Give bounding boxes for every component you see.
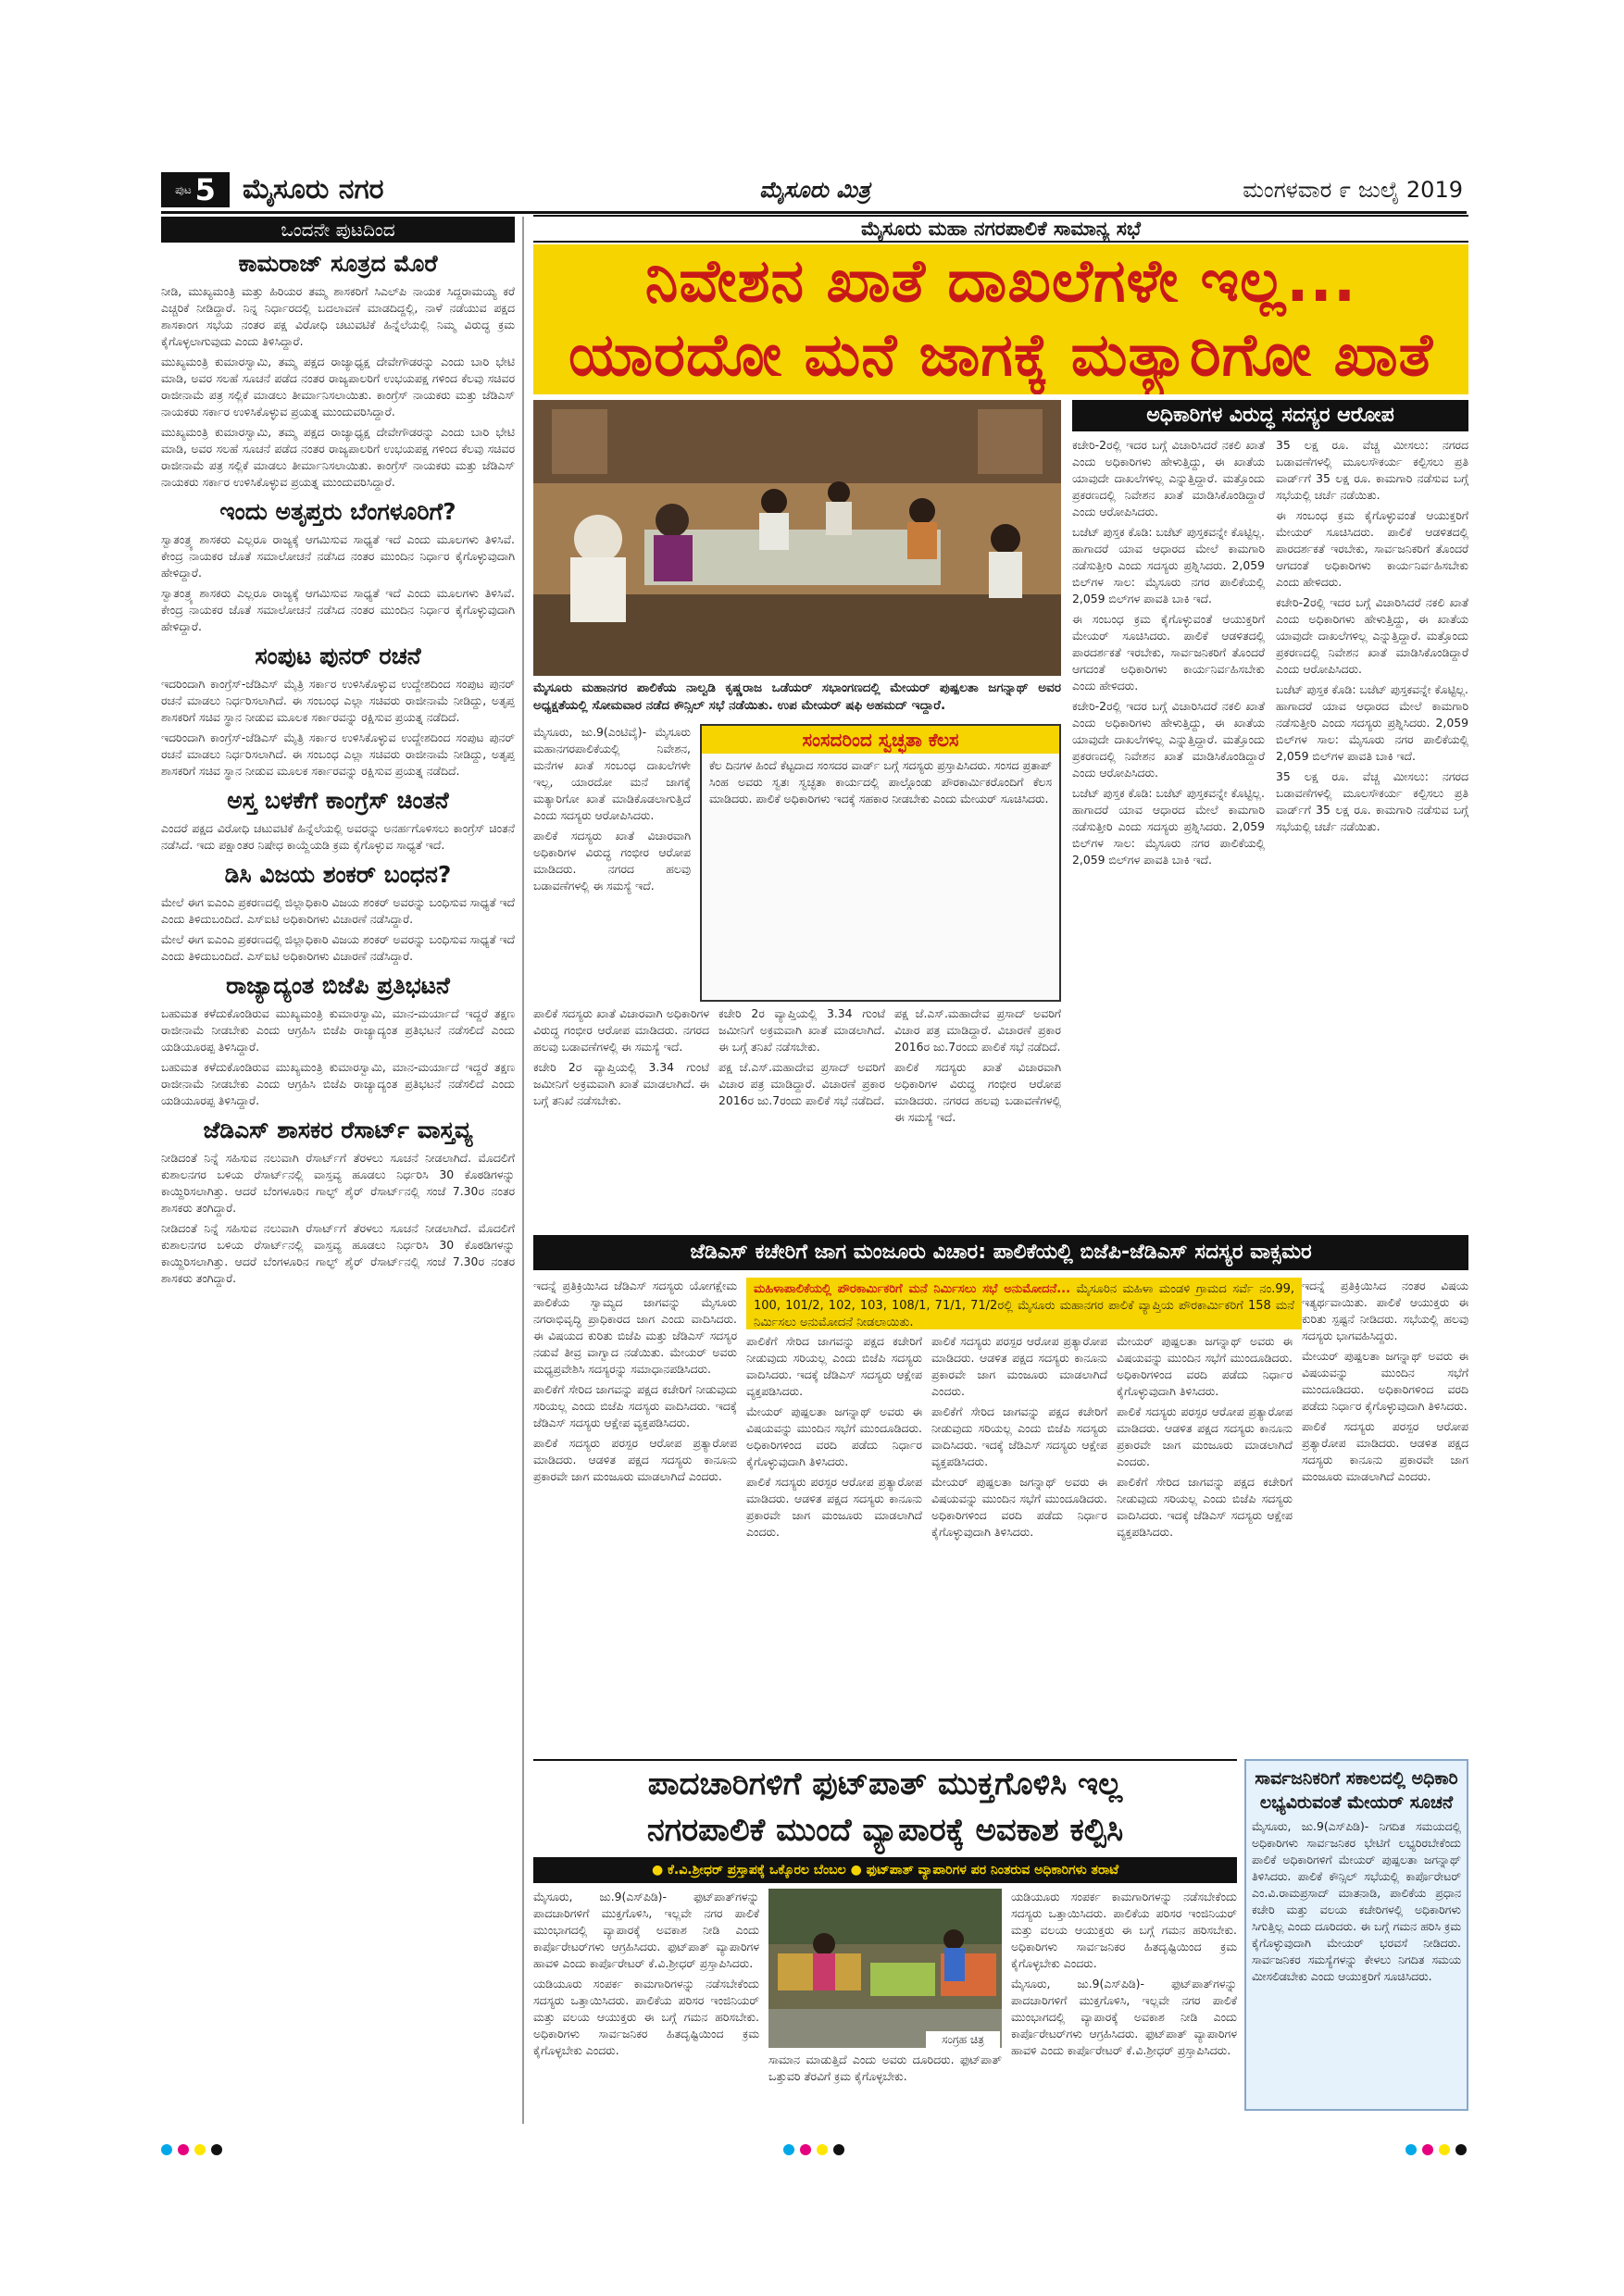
story-paragraph: ಬಹುಮತ ಕಳೆದುಕೊಂಡಿರುವ ಮುಖ್ಯಮಂತ್ರಿ ಕುಮಾರಸ್ವಾಮಿ, ಮಾನ-ಮರ್ಯಾದೆ ಇದ್ದರೆ ತಕ್ಷಣ ರಾಜೀನಾಮೆ ನೀಡಬೇಕು ಎಂದು ಆಗ್ರಹಿಸಿ ಬಿಜೆಪಿ ರಾಜ್ಯಾದ್ಯಂತ ಪ್ರತಿಭಟನೆ ನಡೆಸಲಿದೆ ಎಂದು ಯಡಿಯೂರಪ್ಪ ತಿಳಿಸಿದ್ದಾರೆ. xyxy=(161,1006,515,1054)
story-paragraph: ಕಚೇರಿ 2ರ ವ್ಯಾಪ್ತಿಯಲ್ಲಿ 3.34 ಗುಂಟೆ ಜಮೀನಿಗೆ ಅಕ್ರಮವಾಗಿ ಖಾತೆ ಮಾಡಲಾಗಿದೆ. ಈ ಬಗ್ಗೆ ತನಿಖೆ ನಡೆಸಬೇಕು. xyxy=(718,1006,885,1054)
lead-story-column xyxy=(533,724,691,1002)
footpath-headline xyxy=(533,1759,1237,1855)
story-paragraph: ಇದನ್ನೆ ಪ್ರತಿಕ್ರಿಯಿಸಿದ ನಂತರ ವಿಷಯ ಇತ್ಯರ್ಥವಾಯಿತು. ಪಾಲಿಕೆ ಆಯುಕ್ತರು ಈ ಕುರಿತು ಸ್ಪಷ್ಟನೆ ನೀಡಿದರು. ಸಭೆಯಲ್ಲಿ ಹಲವು ಸದಸ್ಯರು ಭಾಗವಹಿಸಿದ್ದರು. xyxy=(1302,1279,1468,1342)
photo-credit: ಸಂಗ್ರಹ ಚಿತ್ರ xyxy=(926,2031,1000,2048)
continued-strip: ಒಂದನೇ ಪುಟದಿಂದ xyxy=(161,217,515,243)
subbox-lead: ಮಹಿಳಾಪಾಲಿಕೆಯಲ್ಲಿ ಪೌರಕಾರ್ಮಿಕರಿಗೆ ಮನೆ ನಿರ್ಮಿಸಲು ಸಭೆ ಅನುಮೋದನೆ... xyxy=(754,1282,1071,1296)
story-paragraph: ಸಾಮಾನ ಮಾಡುತ್ತಿದೆ ಎಂದು ಅವರು ದೂರಿದರು. ಫುಟ್‌ಪಾತ್ ಒತ್ತುವರಿ ತೆರವಿಗೆ ಕ್ರಮ ಕೈಗೊಳ್ಳಬೇಕು. xyxy=(768,2053,1002,2083)
story-paragraph: ಬಜೆಟ್ ಪುಸ್ತಕ ಕೊಡಿ: ಬಜೆಟ್ ಪುಸ್ತಕವನ್ನೇ ಕೊಟ್ಟಿಲ್ಲ. ಹಾಗಾದರೆ ಯಾವ ಆಧಾರದ ಮೇಲೆ ಕಾಮಗಾರಿ ನಡೆಸುತ್ತೀರಿ ಎಂದು ಸದಸ್ಯರು ಪ್ರಶ್ನಿಸಿದರು. 2,059 ಬಿಲ್‌ಗಳ ಸಾಲ: ಮೈಸೂರು ನಗರ ಪಾಲಿಕೆಯಲ್ಲಿ 2,059 ಬಿಲ್‌ಗಳ ಪಾವತಿ ಬಾಕಿ ಇದೆ. xyxy=(1276,682,1468,763)
registration-dots-center xyxy=(783,2144,844,2163)
jds-office-story-banner: ಜೆಡಿಎಸ್ ಕಚೇರಿಗೆ ಜಾಗ ಮಂಜೂರು ವಿಚಾರ: ಪಾಲಿಕೆಯಲ್ಲಿ ಬಿಜೆಪಿ-ಜೆಡಿಎಸ್ ಸದಸ್ಯರ ವಾಕ್ಸಮರ xyxy=(533,1235,1468,1270)
story-paragraph: ಪಾಲಿಕೆಗೆ ಸೇರಿದ ಜಾಗವನ್ನು ಪಕ್ಷದ ಕಚೇರಿಗೆ ನೀಡುವುದು ಸರಿಯಲ್ಲ ಎಂದು ಬಿಜೆಪಿ ಸದಸ್ಯರು ವಾದಿಸಿದರು. ಇದಕ್ಕೆ ಜೆಡಿಎಸ್ ಸದಸ್ಯರು ಆಕ್ಷೇಪ ವ್ಯಕ್ತಪಡಿಸಿದರು. xyxy=(533,1382,737,1429)
lead-story-column xyxy=(894,1005,1061,1231)
story-heading: ಜೆಡಿಎಸ್ ಶಾಸಕರ ರೆಸಾರ್ಟ್ ವಾಸ್ತವ್ಯ xyxy=(203,1117,473,1143)
story-paragraph: ಪಾಲಿಕೆ ಸದಸ್ಯರು ಪರಸ್ಪರ ಆರೋಪ ಪ್ರತ್ಯಾರೋಪ ಮಾಡಿದರು. ಆಡಳಿತ ಪಕ್ಷದ ಸದಸ್ಯರು ಕಾನೂನು ಪ್ರಕಾರವೇ ಜಾಗ ಮಂಜೂರು ಮಾಡಲಾಗಿದೆ ಎಂದರು. xyxy=(931,1334,1107,1398)
story-paragraph: ಕಚೇರಿ-2ರಲ್ಲಿ ಇದರ ಬಗ್ಗೆ ವಿಚಾರಿಸಿದರೆ ನಕಲಿ ಖಾತೆ ಎಂದು ಅಧಿಕಾರಿಗಳು ಹೇಳುತ್ತಿದ್ದು, ಈ ಖಾತೆಯ ಯಾವುದೇ ದಾಖಲೆಗಳಿಲ್ಲ ಎನ್ನುತ್ತಿದ್ದಾರೆ. ಮತ್ತೊಂದು ಪ್ರಕರಣದಲ್ಲಿ ನಿವೇಶನ ಖಾತೆ ಮಾಡಿಸಿಕೊಂಡಿದ್ದಾರೆ ಎಂದು ಆರೋಪಿಸಿದರು. xyxy=(1072,438,1265,518)
story-paragraph: ಕಚೇರಿ-2ರಲ್ಲಿ ಇದರ ಬಗ್ಗೆ ವಿಚಾರಿಸಿದರೆ ನಕಲಿ ಖಾತೆ ಎಂದು ಅಧಿಕಾರಿಗಳು ಹೇಳುತ್ತಿದ್ದು, ಈ ಖಾತೆಯ ಯಾವುದೇ ದಾಖಲೆಗಳಿಲ್ಲ ಎನ್ನುತ್ತಿದ್ದಾರೆ. ಮತ್ತೊಂದು ಪ್ರಕರಣದಲ್ಲಿ ನಿವೇಶನ ಖಾತೆ ಮಾಡಿಸಿಕೊಂಡಿದ್ದಾರೆ ಎಂದು ಆರೋಪಿಸಿದರು. xyxy=(1072,699,1265,780)
lead-headline xyxy=(533,244,1468,394)
story-paragraph: ಸ್ವಾತಂತ್ರ್ಯ ಶಾಸಕರು ಎಲ್ಲರೂ ರಾಜ್ಯಕ್ಕೆ ಆಗಮಿಸುವ ಸಾಧ್ಯತೆ ಇದೆ ಎಂದು ಮೂಲಗಳು ತಿಳಿಸಿವೆ. ಕೇಂದ್ರ ನಾಯಕರ ಜೊತೆ ಸಮಾಲೋಚನೆ ನಡೆಸಿದ ನಂತರ ಮುಂದಿನ ನಿರ್ಧಾರ ಕೈಗೊಳ್ಳುವುದಾಗಿ ಹೇಳಿದ್ದಾರೆ. xyxy=(161,532,515,580)
story-paragraph: ಮುಖ್ಯಮಂತ್ರಿ ಕುಮಾರಸ್ವಾಮಿ, ತಮ್ಮ ಪಕ್ಷದ ರಾಜ್ಯಾಧ್ಯಕ್ಷ ದೇವೇಗೌಡರನ್ನು ಎಂದು ಬಾರಿ ಭೇಟಿ ಮಾಡಿ, ಅವರ ಸಲಹೆ ಸೂಚನೆ ಪಡೆದ ನಂತರ ರಾಜ್ಯಪಾಲರಿಗೆ ಉಭಯಪಕ್ಷ ಗಳಿಂದ ಕೆಲವು ಸಚಿವರ ರಾಜೀನಾಮೆ ಪತ್ರ ಸಲ್ಲಿಕೆ ಮಾಡಲು ತೀರ್ಮಾನಿಸಲಾಯಿತು. ಕಾಂಗ್ರೆಸ್ ನಾಯಕರು ಮತ್ತು ಜೆಡಿಎಸ್ ನಾಯಕರು ಸರ್ಕಾರ ಉಳಿಸಿಕೊಳ್ಳುವ ಪ್ರಯತ್ನ ಮುಂದುವರಿಸಿದ್ದಾರೆ. xyxy=(161,355,515,418)
story-paragraph: ಕಚೇರಿ 2ರ ವ್ಯಾಪ್ತಿಯಲ್ಲಿ 3.34 ಗುಂಟೆ ಜಮೀನಿಗೆ ಅಕ್ರಮವಾಗಿ ಖಾತೆ ಮಾಡಲಾಗಿದೆ. ಈ ಬಗ್ಗೆ ತನಿಖೆ ನಡೆಸಬೇಕು. xyxy=(533,1060,709,1107)
story-heading: ಅಸ್ತ ಬಳಕೆಗೆ ಕಾಂಗ್ರೆಸ್ ಚಿಂತನೆ xyxy=(227,787,449,814)
street-vendors-photo xyxy=(768,1889,1002,2048)
story-paragraph: ಪಕ್ಷ ಜೆ.ಎಸ್.ಮಹಾದೇವ ಪ್ರಸಾದ್ ಅವರಿಗೆ ವಿಚಾರ ಪತ್ರ ಮಾಡಿದ್ದಾರೆ. ವಿಚಾರಣೆ ಪ್ರಕಾರ 2016ರ ಜು.7ರಂದು ಪಾಲಿಕೆ ಸಭೆ ನಡೆದಿದೆ. xyxy=(718,1060,885,1107)
footpath-story-column xyxy=(768,2052,1002,2111)
side-story-banner: ಅಧಿಕಾರಿಗಳ ವಿರುದ್ಧ ಸದಸ್ಯರ ಆರೋಪ xyxy=(1072,400,1468,431)
housing-approval-box xyxy=(746,1278,1302,1329)
inset-heading: ಸಂಸದರಿಂದ ಸ್ವಚ್ಛತಾ ಕೆಲಸ xyxy=(702,726,1059,754)
story-paragraph: ಮೇಯರ್ ಪುಷ್ಪಲತಾ ಜಗನ್ನಾಥ್ ಅವರು ಈ ವಿಷಯವನ್ನು ಮುಂದಿನ ಸಭೆಗೆ ಮುಂದೂಡಿದರು. ಅಧಿಕಾರಿಗಳಿಂದ ವರದಿ ಪಡೆದು ನಿರ್ಧಾರ ಕೈಗೊಳ್ಳುವುದಾಗಿ ತಿಳಿಸಿದರು. xyxy=(1117,1334,1293,1398)
black-dot xyxy=(1455,2144,1467,2155)
story-heading: ಸಂಪುಟ ಪುನರ್ ರಚನೆ xyxy=(255,643,421,669)
story-paragraph: ನೀಡಿ, ಮುಖ್ಯಮಂತ್ರಿ ಮತ್ತು ಹಿರಿಯರ ತಮ್ಮ ಶಾಸಕರಿಗೆ ಸಿಎಲ್‌ಪಿ ನಾಯಕ ಸಿದ್ದರಾಮಯ್ಯ ಕರೆ ಎಚ್ಚರಿಕೆ ನೀಡಿದ್ದಾರೆ. ನಿನ್ನ ನಿರ್ಧಾರದಲ್ಲಿ ಬದಲಾವಣೆ ಮಾಡದಿದ್ದಲ್ಲಿ, ನಾಳೆ ನಡೆಯುವ ಪಕ್ಷದ ಶಾಸಕಾಂಗ ಸಭೆಯ ನಂತರ ಪಕ್ಷ ವಿರೋಧಿ ಚಟುವಟಿಕೆ ಹಿನ್ನೆಲೆಯಲ್ಲಿ ನಿಮ್ಮ ವಿರುದ್ಧ ಕ್ರಮ ಕೈಗೊಳ್ಳಲಾಗುವುದು ಎಂದು ತಿಳಿಸಿದ್ದಾರೆ. xyxy=(161,284,515,348)
story-paragraph: ಯಡಿಯೂರು ಸಂಪರ್ಕ ಕಾಮಗಾರಿಗಳನ್ನು ನಡೆಸಬೇಕೆಂದು ಸದಸ್ಯರು ಒತ್ತಾಯಿಸಿದರು. ಪಾಲಿಕೆಯ ಪರಿಸರ ಇಂಜಿನಿಯರ್ ಮತ್ತು ವಲಯ ಆಯುಕ್ತರು ಈ ಬಗ್ಗೆ ಗಮನ ಹರಿಸಬೇಕು. ಅಧಿಕಾರಿಗಳು ಸಾರ್ವಜನಿಕರ ಹಿತದೃಷ್ಟಿಯಿಂದ ಕ್ರಮ ಕೈಗೊಳ್ಳಬೇಕು ಎಂದರು. xyxy=(1011,1890,1237,1970)
second-story-column xyxy=(931,1333,1107,1750)
story-paragraph: ಮೇಲೆ ಈಗ ಐಎಂಎ ಪ್ರಕರಣದಲ್ಲಿ ಜಿಲ್ಲಾಧಿಕಾರಿ ವಿಜಯ ಶಂಕರ್ ಅವರನ್ನು ಬಂಧಿಸುವ ಸಾಧ್ಯತೆ ಇದೆ ಎಂದು ತಿಳಿದುಬಂದಿದೆ. ಎಸ್‌ಐಟಿ ಅಧಿಕಾರಿಗಳು ವಿಚಾರಣೆ ನಡೆಸಿದ್ದಾರೆ. xyxy=(161,895,515,926)
story-paragraph: ಕಚೇರಿ-2ರಲ್ಲಿ ಇದರ ಬಗ್ಗೆ ವಿಚಾರಿಸಿದರೆ ನಕಲಿ ಖಾತೆ ಎಂದು ಅಧಿಕಾರಿಗಳು ಹೇಳುತ್ತಿದ್ದು, ಈ ಖಾತೆಯ ಯಾವುದೇ ದಾಖಲೆಗಳಿಲ್ಲ ಎನ್ನುತ್ತಿದ್ದಾರೆ. ಮತ್ತೊಂದು ಪ್ರಕರಣದಲ್ಲಿ ನಿವೇಶನ ಖಾತೆ ಮಾಡಿಸಿಕೊಂಡಿದ್ದಾರೆ ಎಂದು ಆರೋಪಿಸಿದರು. xyxy=(1276,595,1468,676)
second-story-column xyxy=(533,1278,737,1750)
masthead-rule xyxy=(161,211,1467,214)
story-paragraph: ನೀಡಿದಂತೆ ನಿನ್ನೆ ಸಹಿಸುವ ನಲುವಾಗಿ ರೆಸಾರ್ಟ್‌ಗೆ ತೆರಳಲು ಸೂಚನೆ ನೀಡಲಾಗಿದೆ. ಮೊದಲಿಗೆ ಕುಶಾಲನಗರ ಬಳಿಯ ರೆಸಾರ್ಟ್‌ನಲ್ಲಿ ವಾಸ್ತವ್ಯ ಹೂಡಲು ನಿರ್ಧರಿಸಿ 30 ಕೊಠಡಿಗಳನ್ನು ಕಾಯ್ದಿರಿಸಲಾಗಿತ್ತು. ಆದರೆ ಬೆಂಗಳೂರಿನ ಗಾಲ್ಫ್ ಶೈರ್ ರೆಸಾರ್ಟ್‌ನಲ್ಲಿ ಸಂಜೆ 7.30ರ ನಂತರ ಶಾಸಕರು ತಂಗಿದ್ದಾರೆ. xyxy=(161,1221,515,1285)
headline-line-2: ಯಾರದೋ ಮನೆ ಜಾಗಕ್ಕೆ ಮತ್ಯಾರಿಗೋ ಖಾತೆ xyxy=(568,321,1434,390)
aside-heading: ಸಾರ್ವಜನಿಕರಿಗೆ ಸಕಾಲದಲ್ಲಿ ಅಧಿಕಾರಿ ಲಭ್ಯವಿರುವಂತೆ ಮೇಯರ್ ಸೂಚನೆ xyxy=(1255,1768,1458,1813)
side-story-column-1 xyxy=(1072,437,1265,992)
issue-date: ಮಂಗಳವಾರ ೯ ಜುಲೈ 2019 xyxy=(1243,177,1463,203)
paper-logo: ಮೈಸೂರು ಮಿತ್ರ xyxy=(759,177,870,203)
story-paragraph: 35 ಲಕ್ಷ ರೂ. ವೆಚ್ಚ ಮೀಸಲು: ನಗರದ ಬಡಾವಣೆಗಳಲ್ಲಿ ಮೂಲಸೌಕರ್ಯ ಕಲ್ಪಿಸಲು ಪ್ರತಿ ವಾರ್ಡ್‌ಗೆ 35 ಲಕ್ಷ ರೂ. ಕಾಮಗಾರಿ ನಡೆಸುವ ಬಗ್ಗೆ ಸಭೆಯಲ್ಲಿ ಚರ್ಚೆ ನಡೆಯಿತು. xyxy=(1276,438,1468,502)
story-paragraph: ಮೈಸೂರು, ಜು.9(ಎಂಟಿವೈ)- ಮೈಸೂರು ಮಹಾನಗರಪಾಲಿಕೆಯಲ್ಲಿ ನಿವೇಶನ, ಮನೆಗಳ ಖಾತೆ ಸಂಬಂಧ ದಾಖಲೆಗಳೇ ಇಲ್ಲ, ಯಾರದೋ ಮನೆ ಜಾಗಕ್ಕೆ ಮತ್ಯಾರಿಗೋ ಖಾತೆ ಮಾಡಿಕೊಡಲಾಗುತ್ತಿದೆ ಎಂದು ಸದಸ್ಯರು ಆರೋಪಿಸಿದರು. xyxy=(533,725,691,822)
second-story-column xyxy=(1302,1278,1468,1750)
magenta-dot xyxy=(178,2144,189,2155)
column-rule xyxy=(522,217,524,2124)
story-paragraph: 35 ಲಕ್ಷ ರೂ. ವೆಚ್ಚ ಮೀಸಲು: ನಗರದ ಬಡಾವಣೆಗಳಲ್ಲಿ ಮೂಲಸೌಕರ್ಯ ಕಲ್ಪಿಸಲು ಪ್ರತಿ ವಾರ್ಡ್‌ಗೆ 35 ಲಕ್ಷ ರೂ. ಕಾಮಗಾರಿ ನಡೆಸುವ ಬಗ್ಗೆ ಸಭೆಯಲ್ಲಿ ಚರ್ಚೆ ನಡೆಯಿತು. xyxy=(1276,769,1468,833)
page-number-box xyxy=(161,172,230,207)
magenta-dot xyxy=(1422,2144,1433,2155)
story-paragraph: ಪಾಲಿಕೆ ಸದಸ್ಯರು ಪರಸ್ಪರ ಆರೋಪ ಪ್ರತ್ಯಾರೋಪ ಮಾಡಿದರು. ಆಡಳಿತ ಪಕ್ಷದ ಸದಸ್ಯರು ಕಾನೂನು ಪ್ರಕಾರವೇ ಜಾಗ ಮಂಜೂರು ಮಾಡಲಾಗಿದೆ ಎಂದರು. xyxy=(533,1436,737,1483)
story-heading: ಕಾಮರಾಜ್ ಸೂತ್ರದ ಮೊರೆ xyxy=(238,250,438,277)
story-paragraph: ಎಂದರೆ ಪಕ್ಷದ ವಿರೋಧಿ ಚಟುವಟಿಕೆ ಹಿನ್ನೆಲೆಯಲ್ಲಿ ಅವರನ್ನು ಅನರ್ಹಗೊಳಿಸಲು ಕಾಂಗ್ರೆಸ್ ಚಿಂತನೆ ನಡೆಸಿದೆ. ಇದು ಪಕ್ಷಾಂತರ ನಿಷೇಧ ಕಾಯ್ದೆಯಡಿ ಕ್ರಮ ಕೈಗೊಳ್ಳುವ ಸಾಧ್ಯತೆ ಇದೆ. xyxy=(161,821,515,852)
lead-story-column xyxy=(533,1005,709,1231)
story-paragraph: ಬಹುಮತ ಕಳೆದುಕೊಂಡಿರುವ ಮುಖ್ಯಮಂತ್ರಿ ಕುಮಾರಸ್ವಾಮಿ, ಮಾನ-ಮರ್ಯಾದೆ ಇದ್ದರೆ ತಕ್ಷಣ ರಾಜೀನಾಮೆ ನೀಡಬೇಕು ಎಂದು ಆಗ್ರಹಿಸಿ ಬಿಜೆಪಿ ರಾಜ್ಯಾದ್ಯಂತ ಪ್ರತಿಭಟನೆ ನಡೆಸಲಿದೆ ಎಂದು ಯಡಿಯೂರಪ್ಪ ತಿಳಿಸಿದ್ದಾರೆ. xyxy=(161,1060,515,1107)
story-paragraph: ಯಡಿಯೂರು ಸಂಪರ್ಕ ಕಾಮಗಾರಿಗಳನ್ನು ನಡೆಸಬೇಕೆಂದು ಸದಸ್ಯರು ಒತ್ತಾಯಿಸಿದರು. ಪಾಲಿಕೆಯ ಪರಿಸರ ಇಂಜಿನಿಯರ್ ಮತ್ತು ವಲಯ ಆಯುಕ್ತರು ಈ ಬಗ್ಗೆ ಗಮನ ಹರಿಸಬೇಕು. ಅಧಿಕಾರಿಗಳು ಸಾರ್ವಜನಿಕರ ಹಿತದೃಷ್ಟಿಯಿಂದ ಕ್ರಮ ಕೈಗೊಳ್ಳಬೇಕು ಎಂದರು. xyxy=(533,1977,759,2057)
story-paragraph: ಮೈಸೂರು, ಜು.9(ಎಸ್‌ಪಿಡಿ)- ಫುಟ್‌ಪಾತ್‌ಗಳನ್ನು ಪಾದಚಾರಿಗಳಿಗೆ ಮುಕ್ತಗೊಳಿಸಿ, ಇಲ್ಲವೇ ನಗರ ಪಾಲಿಕೆ ಮುಂಭಾಗದಲ್ಲಿ ವ್ಯಾಪಾರಕ್ಕೆ ಅವಕಾಶ ನೀಡಿ ಎಂದು ಕಾರ್ಪೊರೇಟರ್‌ಗಳು ಆಗ್ರಹಿಸಿದರು. ಫುಟ್‌ಪಾತ್ ವ್ಯಾಪಾರಿಗಳ ಹಾವಳಿ ಎಂದು ಕಾರ್ಪೊರೇಟರ್ ಕೆ.ವಿ.ಶ್ರೀಧರ್ ಪ್ರಸ್ತಾಪಿಸಿದರು. xyxy=(533,1890,759,1970)
subbox-body: ಮೈಸೂರಿನ ಮಹಿಳಾ ಮಂಡಳಿ ಗ್ರಾಮದ ಸರ್ವೆ ನಂ.99, 100, 101/2, 102, 103, 108/1, 71/1, 71/2ರಲ್ಲಿ ಮೈಸೂರು ಮಹಾನಗರ ಪಾಲಿಕೆ ವ್ಯಾಪ್ತಿಯ ಪೌರಕಾರ್ಮಿಕರಿಗೆ 158 ಮನೆ ನಿರ್ಮಿಸಲು ಅನುಮೋದನೆ ನೀಡಲಾಯಿತು. xyxy=(754,1282,1295,1329)
yellow-dot xyxy=(1439,2144,1450,2155)
story-paragraph: ಬಜೆಟ್ ಪುಸ್ತಕ ಕೊಡಿ: ಬಜೆಟ್ ಪುಸ್ತಕವನ್ನೇ ಕೊಟ್ಟಿಲ್ಲ. ಹಾಗಾದರೆ ಯಾವ ಆಧಾರದ ಮೇಲೆ ಕಾಮಗಾರಿ ನಡೆಸುತ್ತೀರಿ ಎಂದು ಸದಸ್ಯರು ಪ್ರಶ್ನಿಸಿದರು. 2,059 ಬಿಲ್‌ಗಳ ಸಾಲ: ಮೈಸೂರು ನಗರ ಪಾಲಿಕೆಯಲ್ಲಿ 2,059 ಬಿಲ್‌ಗಳ ಪಾವತಿ ಬಾಕಿ ಇದೆ. xyxy=(1072,786,1265,867)
story-paragraph: ಪಾಲಿಕೆ ಸದಸ್ಯರು ಪರಸ್ಪರ ಆರೋಪ ಪ್ರತ್ಯಾರೋಪ ಮಾಡಿದರು. ಆಡಳಿತ ಪಕ್ಷದ ಸದಸ್ಯರು ಕಾನೂನು ಪ್ರಕಾರವೇ ಜಾಗ ಮಂಜೂರು ಮಾಡಲಾಗಿದೆ ಎಂದರು. xyxy=(1302,1419,1468,1483)
mp-cleanliness-box xyxy=(700,724,1061,1002)
page-number: 5 xyxy=(194,172,216,207)
side-story-column-2 xyxy=(1276,437,1468,992)
second-story-column xyxy=(1117,1333,1293,1750)
council-meeting-photo-illustration xyxy=(533,400,1061,676)
cyan-dot xyxy=(1405,2144,1417,2155)
story-paragraph: ಪಾಲಿಕೆ ಸದಸ್ಯರು ಖಾತೆ ವಿಚಾರವಾಗಿ ಅಧಿಕಾರಿಗಳ ವಿರುದ್ಧ ಗಂಭೀರ ಆರೋಪ ಮಾಡಿದರು. ನಗರದ ಹಲವು ಬಡಾವಣೆಗಳಲ್ಲಿ ಈ ಸಮಸ್ಯೆ ಇದೆ. xyxy=(533,829,691,892)
black-dot xyxy=(211,2144,222,2155)
aside-body: ಮೈಸೂರು, ಜು.9(ಎಸ್‌ಪಿಡಿ)- ನಿಗದಿತ ಸಮಯದಲ್ಲಿ ಅಧಿಕಾರಿಗಳು ಸಾರ್ವಜನಿಕರ ಭೇಟಿಗೆ ಲಭ್ಯರಿರಬೇಕೆಂದು ಪಾಲಿಕೆ ಅಧಿಕಾರಿಗಳಿಗೆ ಮೇಯರ್ ಪುಷ್ಪಲತಾ ಜಗನ್ನಾಥ್ ತಿಳಿಸಿದರು. ಪಾಲಿಕೆ ಕೌನ್ಸಿಲ್ ಸಭೆಯಲ್ಲಿ ಕಾರ್ಪೊರೇಟರ್ ಎಂ.ವಿ.ರಾಮಪ್ರಸಾದ್ ಮಾತನಾಡಿ, ಪಾಲಿಕೆಯ ಪ್ರಧಾನ ಕಚೇರಿ ಮತ್ತು ವಲಯ ಕಚೇರಿಗಳಲ್ಲಿ ಅಧಿಕಾರಿಗಳು ಸಿಗುತ್ತಿಲ್ಲ ಎಂದು ದೂರಿದರು. ಈ ಬಗ್ಗೆ ಗಮನ ಹರಿಸಿ ಕ್ರಮ ಕೈಗೊಳ್ಳುವುದಾಗಿ ಮೇಯರ್ ಭರವಸೆ ನೀಡಿದರು. ಸಾರ್ವಜನಿಕರ ಸಮಸ್ಯೆಗಳನ್ನು ಕೇಳಲು ನಿಗದಿತ ಸಮಯ ಮೀಸಲಿಡಬೇಕು ಎಂದು ಆಯುಕ್ತರಿಗೆ ಸೂಚಿಸಿದರು. xyxy=(1252,1819,1461,1983)
story-heading: ಇಂದು ಅತೃಪ್ತರು ಬೆಂಗಳೂರಿಗೆ? xyxy=(219,498,456,525)
council-meeting-photo xyxy=(533,400,1061,676)
story-paragraph: ಇದನ್ನೆ ಪ್ರತಿಕ್ರಿಯಿಸಿದ ಜೆಡಿಎಸ್ ಸದಸ್ಯರು ಯೋಗಕ್ಷೇಮ ಪಾಲಿಕೆಯ ಸ್ವಾಮ್ಯದ ಜಾಗವನ್ನು ಮೈಸೂರು ನಗರಾಭಿವೃದ್ಧಿ ಪ್ರಾಧಿಕಾರದ ಜಾಗ ಎಂದು ವಾದಿಸಿದರು. ಈ ವಿಷಯದ ಕುರಿತು ಬಿಜೆಪಿ ಮತ್ತು ಜೆಡಿಎಸ್ ಸದಸ್ಯರ ನಡುವೆ ತೀವ್ರ ವಾಗ್ವಾದ ನಡೆಯಿತು. ಮೇಯರ್ ಅವರು ಮಧ್ಯಪ್ರವೇಶಿಸಿ ಸದಸ್ಯರನ್ನು ಸಮಾಧಾನಪಡಿಸಿದರು. xyxy=(533,1279,737,1376)
story-paragraph: ಮೇಲೆ ಈಗ ಐಎಂಎ ಪ್ರಕರಣದಲ್ಲಿ ಜಿಲ್ಲಾಧಿಕಾರಿ ವಿಜಯ ಶಂಕರ್ ಅವರನ್ನು ಬಂಧಿಸುವ ಸಾಧ್ಯತೆ ಇದೆ ಎಂದು ತಿಳಿದುಬಂದಿದೆ. ಎಸ್‌ಐಟಿ ಅಧಿಕಾರಿಗಳು ವಿಚಾರಣೆ ನಡೆಸಿದ್ದಾರೆ. xyxy=(161,932,515,963)
black-dot xyxy=(833,2144,844,2155)
story-paragraph: ಪಾಲಿಕೆ ಸದಸ್ಯರು ಖಾತೆ ವಿಚಾರವಾಗಿ ಅಧಿಕಾರಿಗಳ ವಿರುದ್ಧ ಗಂಭೀರ ಆರೋಪ ಮಾಡಿದರು. ನಗರದ ಹಲವು ಬಡಾವಣೆಗಳಲ್ಲಿ ಈ ಸಮಸ್ಯೆ ಇದೆ. xyxy=(533,1006,709,1054)
story-paragraph: ಮೇಯರ್ ಪುಷ್ಪಲತಾ ಜಗನ್ನಾಥ್ ಅವರು ಈ ವಿಷಯವನ್ನು ಮುಂದಿನ ಸಭೆಗೆ ಮುಂದೂಡಿದರು. ಅಧಿಕಾರಿಗಳಿಂದ ವರದಿ ಪಡೆದು ನಿರ್ಧಾರ ಕೈಗೊಳ್ಳುವುದಾಗಿ ತಿಳಿಸಿದರು. xyxy=(746,1404,922,1468)
story-heading: ಡಿಸಿ ವಿಜಯ ಶಂಕರ್ ಬಂಧನ? xyxy=(224,861,452,888)
story-paragraph: ಪಾಲಿಕೆ ಸದಸ್ಯರು ಖಾತೆ ವಿಚಾರವಾಗಿ ಅಧಿಕಾರಿಗಳ ವಿರುದ್ಧ ಗಂಭೀರ ಆರೋಪ ಮಾಡಿದರು. ನಗರದ ಹಲವು ಬಡಾವಣೆಗಳಲ್ಲಿ ಈ ಸಮಸ್ಯೆ ಇದೆ. xyxy=(894,1060,1061,1124)
second-story-column xyxy=(746,1333,922,1750)
photo-caption: ಮೈಸೂರು ಮಹಾನಗರ ಪಾಲಿಕೆಯ ನಾಲ್ವಡಿ ಕೃಷ್ಣರಾಜ ಒಡೆಯರ್ ಸಭಾಂಗಣದಲ್ಲಿ ಮೇಯರ್ ಪುಷ್ಪಲತಾ ಜಗನ್ನಾಥ್ ಅವರ ಅಧ್ಯಕ್ಷತೆಯಲ್ಲಿ ಸೋಮವಾರ ನಡೆದ ಕೌನ್ಸಿಲ್ ಸಭೆ ನಡೆಯಿತು. ಉಪ ಮೇಯರ್ ಷಫಿ ಅಹಮದ್ ಇದ್ದಾರೆ. xyxy=(533,680,1061,713)
registration-dots-right xyxy=(1405,2144,1467,2163)
story-paragraph: ಮೇಯರ್ ಪುಷ್ಪಲತಾ ಜಗನ್ನಾಥ್ ಅವರು ಈ ವಿಷಯವನ್ನು ಮುಂದಿನ ಸಭೆಗೆ ಮುಂದೂಡಿದರು. ಅಧಿಕಾರಿಗಳಿಂದ ವರದಿ ಪಡೆದು ನಿರ್ಧಾರ ಕೈಗೊಳ್ಳುವುದಾಗಿ ತಿಳಿಸಿದರು. xyxy=(931,1475,1107,1539)
cyan-dot xyxy=(783,2144,794,2155)
story-paragraph: ಮೈಸೂರು, ಜು.9(ಎಸ್‌ಪಿಡಿ)- ಫುಟ್‌ಪಾತ್‌ಗಳನ್ನು ಪಾದಚಾರಿಗಳಿಗೆ ಮುಕ್ತಗೊಳಿಸಿ, ಇಲ್ಲವೇ ನಗರ ಪಾಲಿಕೆ ಮುಂಭಾಗದಲ್ಲಿ ವ್ಯಾಪಾರಕ್ಕೆ ಅವಕಾಶ ನೀಡಿ ಎಂದು ಕಾರ್ಪೊರೇಟರ್‌ಗಳು ಆಗ್ರಹಿಸಿದರು. ಫುಟ್‌ಪಾತ್ ವ್ಯಾಪಾರಿಗಳ ಹಾವಳಿ ಎಂದು ಕಾರ್ಪೊರೇಟರ್ ಕೆ.ವಿ.ಶ್ರೀಧರ್ ಪ್ರಸ್ತಾಪಿಸಿದರು. xyxy=(1011,1977,1237,2057)
footpath-story-column xyxy=(1011,1889,1237,2111)
story-paragraph: ಇದರಿಂದಾಗಿ ಕಾಂಗ್ರೆಸ್-ಜೆಡಿಎಸ್ ಮೈತ್ರಿ ಸರ್ಕಾರ ಉಳಿಸಿಕೊಳ್ಳುವ ಉದ್ದೇಶದಿಂದ ಸಂಪುಟ ಪುನರ್ ರಚನೆ ಮಾಡಲು ನಿರ್ಧರಿಸಲಾಗಿದೆ. ಈ ಸಂಬಂಧ ಎಲ್ಲಾ ಸಚಿವರು ರಾಜೀನಾಮೆ ನೀಡಿದ್ದು, ಅತೃಪ್ತ ಶಾಸಕರಿಗೆ ಸಚಿವ ಸ್ಥಾನ ನೀಡುವ ಮೂಲಕ ಸರ್ಕಾರವನ್ನು ರಕ್ಷಿಸುವ ಪ್ರಯತ್ನ ನಡೆದಿದೆ. xyxy=(161,677,515,724)
yellow-dot xyxy=(194,2144,206,2155)
story-paragraph: ಸ್ವಾತಂತ್ರ್ಯ ಶಾಸಕರು ಎಲ್ಲರೂ ರಾಜ್ಯಕ್ಕೆ ಆಗಮಿಸುವ ಸಾಧ್ಯತೆ ಇದೆ ಎಂದು ಮೂಲಗಳು ತಿಳಿಸಿವೆ. ಕೇಂದ್ರ ನಾಯಕರ ಜೊತೆ ಸಮಾಲೋಚನೆ ನಡೆಸಿದ ನಂತರ ಮುಂದಿನ ನಿರ್ಧಾರ ಕೈಗೊಳ್ಳುವುದಾಗಿ ಹೇಳಿದ್ದಾರೆ. xyxy=(161,586,515,633)
story-paragraph: ಈ ಸಂಬಂಧ ಕ್ರಮ ಕೈಗೊಳ್ಳುವಂತೆ ಆಯುಕ್ತರಿಗೆ ಮೇಯರ್ ಸೂಚಿಸಿದರು. ಪಾಲಿಕೆ ಆಡಳಿತದಲ್ಲಿ ಪಾರದರ್ಶಕತೆ ಇರಬೇಕು, ಸಾರ್ವಜನಿಕರಿಗೆ ತೊಂದರೆ ಆಗದಂತೆ ಅಧಿಕಾರಿಗಳು ಕಾರ್ಯನಿರ್ವಹಿಸಬೇಕು ಎಂದು ಹೇಳಿದರು. xyxy=(1276,508,1468,589)
story-paragraph: ಪಾಲಿಕೆ ಸದಸ್ಯರು ಪರಸ್ಪರ ಆರೋಪ ಪ್ರತ್ಯಾರೋಪ ಮಾಡಿದರು. ಆಡಳಿತ ಪಕ್ಷದ ಸದಸ್ಯರು ಕಾನೂನು ಪ್ರಕಾರವೇ ಜಾಗ ಮಂಜೂರು ಮಾಡಲಾಗಿದೆ ಎಂದರು. xyxy=(1117,1404,1293,1468)
footpath-headline-line-1: ಪಾದಚಾರಿಗಳಿಗೆ ಫುಟ್‌ಪಾತ್ ಮುಕ್ತಗೊಳಿಸಿ ಇಲ್ಲ xyxy=(647,1766,1123,1803)
print-registration-marks xyxy=(161,2144,1467,2163)
mayor-directive-box xyxy=(1244,1759,1468,2111)
lead-kicker: ಮೈಸೂರು ಮಹಾ ನಗರಪಾಲಿಕೆ ಸಾಮಾನ್ಯ ಸಭೆ xyxy=(533,215,1468,243)
magenta-dot xyxy=(800,2144,811,2155)
story-paragraph: ಇದರಿಂದಾಗಿ ಕಾಂಗ್ರೆಸ್-ಜೆಡಿಎಸ್ ಮೈತ್ರಿ ಸರ್ಕಾರ ಉಳಿಸಿಕೊಳ್ಳುವ ಉದ್ದೇಶದಿಂದ ಸಂಪುಟ ಪುನರ್ ರಚನೆ ಮಾಡಲು ನಿರ್ಧರಿಸಲಾಗಿದೆ. ಈ ಸಂಬಂಧ ಎಲ್ಲಾ ಸಚಿವರು ರಾಜೀನಾಮೆ ನೀಡಿದ್ದು, ಅತೃಪ್ತ ಶಾಸಕರಿಗೆ ಸಚಿವ ಸ್ಥಾನ ನೀಡುವ ಮೂಲಕ ಸರ್ಕಾರವನ್ನು ರಕ್ಷಿಸುವ ಪ್ರಯತ್ನ ನಡೆದಿದೆ. xyxy=(161,730,515,778)
story-paragraph: ಬಜೆಟ್ ಪುಸ್ತಕ ಕೊಡಿ: ಬಜೆಟ್ ಪುಸ್ತಕವನ್ನೇ ಕೊಟ್ಟಿಲ್ಲ. ಹಾಗಾದರೆ ಯಾವ ಆಧಾರದ ಮೇಲೆ ಕಾಮಗಾರಿ ನಡೆಸುತ್ತೀರಿ ಎಂದು ಸದಸ್ಯರು ಪ್ರಶ್ನಿಸಿದರು. 2,059 ಬಿಲ್‌ಗಳ ಸಾಲ: ಮೈಸೂರು ನಗರ ಪಾಲಿಕೆಯಲ್ಲಿ 2,059 ಬಿಲ್‌ಗಳ ಪಾವತಿ ಬಾಕಿ ಇದೆ. xyxy=(1072,525,1265,605)
lead-story-column xyxy=(718,1005,885,1231)
yellow-dot xyxy=(817,2144,828,2155)
registration-dots-left xyxy=(161,2144,222,2163)
story-paragraph: ಈ ಸಂಬಂಧ ಕ್ರಮ ಕೈಗೊಳ್ಳುವಂತೆ ಆಯುಕ್ತರಿಗೆ ಮೇಯರ್ ಸೂಚಿಸಿದರು. ಪಾಲಿಕೆ ಆಡಳಿತದಲ್ಲಿ ಪಾರದರ್ಶಕತೆ ಇರಬೇಕು, ಸಾರ್ವಜನಿಕರಿಗೆ ತೊಂದರೆ ಆಗದಂತೆ ಅಧಿಕಾರಿಗಳು ಕಾರ್ಯನಿರ್ವಹಿಸಬೇಕು ಎಂದು ಹೇಳಿದರು. xyxy=(1072,612,1265,693)
page-label: ಪುಟ xyxy=(175,182,192,196)
footpath-story-column xyxy=(533,1889,759,2111)
headline-line-1: ನಿವೇಶನ ಖಾತೆ ದಾಖಲೆಗಳೇ ಇಲ್ಲ... xyxy=(644,247,1357,316)
left-column xyxy=(161,217,515,2124)
story-paragraph: ಪಾಲಿಕೆಗೆ ಸೇರಿದ ಜಾಗವನ್ನು ಪಕ್ಷದ ಕಚೇರಿಗೆ ನೀಡುವುದು ಸರಿಯಲ್ಲ ಎಂದು ಬಿಜೆಪಿ ಸದಸ್ಯರು ವಾದಿಸಿದರು. ಇದಕ್ಕೆ ಜೆಡಿಎಸ್ ಸದಸ್ಯರು ಆಕ್ಷೇಪ ವ್ಯಕ್ತಪಡಿಸಿದರು. xyxy=(931,1404,1107,1468)
story-paragraph: ಪಾಲಿಕೆಗೆ ಸೇರಿದ ಜಾಗವನ್ನು ಪಕ್ಷದ ಕಚೇರಿಗೆ ನೀಡುವುದು ಸರಿಯಲ್ಲ ಎಂದು ಬಿಜೆಪಿ ಸದಸ್ಯರು ವಾದಿಸಿದರು. ಇದಕ್ಕೆ ಜೆಡಿಎಸ್ ಸದಸ್ಯರು ಆಕ್ಷೇಪ ವ್ಯಕ್ತಪಡಿಸಿದರು. xyxy=(746,1334,922,1398)
story-paragraph: ನೀಡಿದಂತೆ ನಿನ್ನೆ ಸಹಿಸುವ ನಲುವಾಗಿ ರೆಸಾರ್ಟ್‌ಗೆ ತೆರಳಲು ಸೂಚನೆ ನೀಡಲಾಗಿದೆ. ಮೊದಲಿಗೆ ಕುಶಾಲನಗರ ಬಳಿಯ ರೆಸಾರ್ಟ್‌ನಲ್ಲಿ ವಾಸ್ತವ್ಯ ಹೂಡಲು ನಿರ್ಧರಿಸಿ 30 ಕೊಠಡಿಗಳನ್ನು ಕಾಯ್ದಿರಿಸಲಾಗಿತ್ತು. ಆದರೆ ಬೆಂಗಳೂರಿನ ಗಾಲ್ಫ್ ಶೈರ್ ರೆಸಾರ್ಟ್‌ನಲ್ಲಿ ಸಂಜೆ 7.30ರ ನಂತರ ಶಾಸಕರು ತಂಗಿದ್ದಾರೆ. xyxy=(161,1151,515,1215)
footpath-headline-line-2: ನಗರಪಾಲಿಕೆ ಮುಂದೆ ವ್ಯಾಪಾರಕ್ಕೆ ಅವಕಾಶ ಕಲ್ಪಿಸಿ xyxy=(646,1812,1124,1849)
story-paragraph: ಪಾಲಿಕೆಗೆ ಸೇರಿದ ಜಾಗವನ್ನು ಪಕ್ಷದ ಕಚೇರಿಗೆ ನೀಡುವುದು ಸರಿಯಲ್ಲ ಎಂದು ಬಿಜೆಪಿ ಸದಸ್ಯರು ವಾದಿಸಿದರು. ಇದಕ್ಕೆ ಜೆಡಿಎಸ್ ಸದಸ್ಯರು ಆಕ್ಷೇಪ ವ್ಯಕ್ತಪಡಿಸಿದರು. xyxy=(1117,1475,1293,1539)
story-paragraph: ಪಾಲಿಕೆ ಸದಸ್ಯರು ಪರಸ್ಪರ ಆರೋಪ ಪ್ರತ್ಯಾರೋಪ ಮಾಡಿದರು. ಆಡಳಿತ ಪಕ್ಷದ ಸದಸ್ಯರು ಕಾನೂನು ಪ್ರಕಾರವೇ ಜಾಗ ಮಂಜೂರು ಮಾಡಲಾಗಿದೆ ಎಂದರು. xyxy=(746,1475,922,1539)
footpath-subhead: ● ಕೆ.ವಿ.ಶ್ರೀಧರ್ ಪ್ರಸ್ತಾಪಕ್ಕೆ ಒಕ್ಕೊರಲ ಬೆಂಬಲ ● ಫುಟ್‌ಪಾತ್ ವ್ಯಾಪಾರಿಗಳ ಪರ ನಿಂತರುವ ಅಧಿಕಾರಿಗಳು ತರಾಟೆ xyxy=(533,1857,1237,1883)
story-heading: ರಾಜ್ಯಾದ್ಯಂತ ಬಿಜೆಪಿ ಪ್ರತಿಭಟನೆ xyxy=(226,972,450,999)
section-title: ಮೈಸೂರು ನಗರ xyxy=(243,173,384,206)
inset-body: ಕೆಲ ದಿನಗಳ ಹಿಂದೆ ಕೆಟ್ಟದಾದ ಸಂಸದರ ವಾರ್ಡ್ ಬಗ್ಗೆ ಸದಸ್ಯರು ಪ್ರಸ್ತಾಪಿಸಿದರು. ಸಂಸದ ಪ್ರತಾಪ್ ಸಿಂಹ ಅವರು ಸ್ವತಃ ಸ್ವಚ್ಛತಾ ಕಾರ್ಯದಲ್ಲಿ ಪಾಲ್ಗೊಂಡು ಪೌರಕಾರ್ಮಿಕರೊಂದಿಗೆ ಕೆಲಸ ಮಾಡಿದರು. ಪಾಲಿಕೆ ಅಧಿಕಾರಿಗಳು ಇದಕ್ಕೆ ಸಹಕಾರ ನೀಡಬೇಕು ಎಂದು ಮೇಯರ್ ಸೂಚಿಸಿದರು. xyxy=(709,758,1052,805)
story-paragraph: ಮುಖ್ಯಮಂತ್ರಿ ಕುಮಾರಸ್ವಾಮಿ, ತಮ್ಮ ಪಕ್ಷದ ರಾಜ್ಯಾಧ್ಯಕ್ಷ ದೇವೇಗೌಡರನ್ನು ಎಂದು ಬಾರಿ ಭೇಟಿ ಮಾಡಿ, ಅವರ ಸಲಹೆ ಸೂಚನೆ ಪಡೆದ ನಂತರ ರಾಜ್ಯಪಾಲರಿಗೆ ಉಭಯಪಕ್ಷ ಗಳಿಂದ ಕೆಲವು ಸಚಿವರ ರಾಜೀನಾಮೆ ಪತ್ರ ಸಲ್ಲಿಕೆ ಮಾಡಲು ತೀರ್ಮಾನಿಸಲಾಯಿತು. ಕಾಂಗ್ರೆಸ್ ನಾಯಕರು ಮತ್ತು ಜೆಡಿಎಸ್ ನಾಯಕರು ಸರ್ಕಾರ ಉಳಿಸಿಕೊಳ್ಳುವ ಪ್ರಯತ್ನ ಮುಂದುವರಿಸಿದ್ದಾರೆ. xyxy=(161,425,515,489)
story-paragraph: ಪಕ್ಷ ಜೆ.ಎಸ್.ಮಹಾದೇವ ಪ್ರಸಾದ್ ಅವರಿಗೆ ವಿಚಾರ ಪತ್ರ ಮಾಡಿದ್ದಾರೆ. ವಿಚಾರಣೆ ಪ್ರಕಾರ 2016ರ ಜು.7ರಂದು ಪಾಲಿಕೆ ಸಭೆ ನಡೆದಿದೆ. xyxy=(894,1006,1061,1054)
cyan-dot xyxy=(161,2144,172,2155)
street-vendors-photo-illustration xyxy=(768,1889,1002,2048)
story-paragraph: ಮೇಯರ್ ಪುಷ್ಪಲತಾ ಜಗನ್ನಾಥ್ ಅವರು ಈ ವಿಷಯವನ್ನು ಮುಂದಿನ ಸಭೆಗೆ ಮುಂದೂಡಿದರು. ಅಧಿಕಾರಿಗಳಿಂದ ವರದಿ ಪಡೆದು ನಿರ್ಧಾರ ಕೈಗೊಳ್ಳುವುದಾಗಿ ತಿಳಿಸಿದರು. xyxy=(1302,1349,1468,1413)
